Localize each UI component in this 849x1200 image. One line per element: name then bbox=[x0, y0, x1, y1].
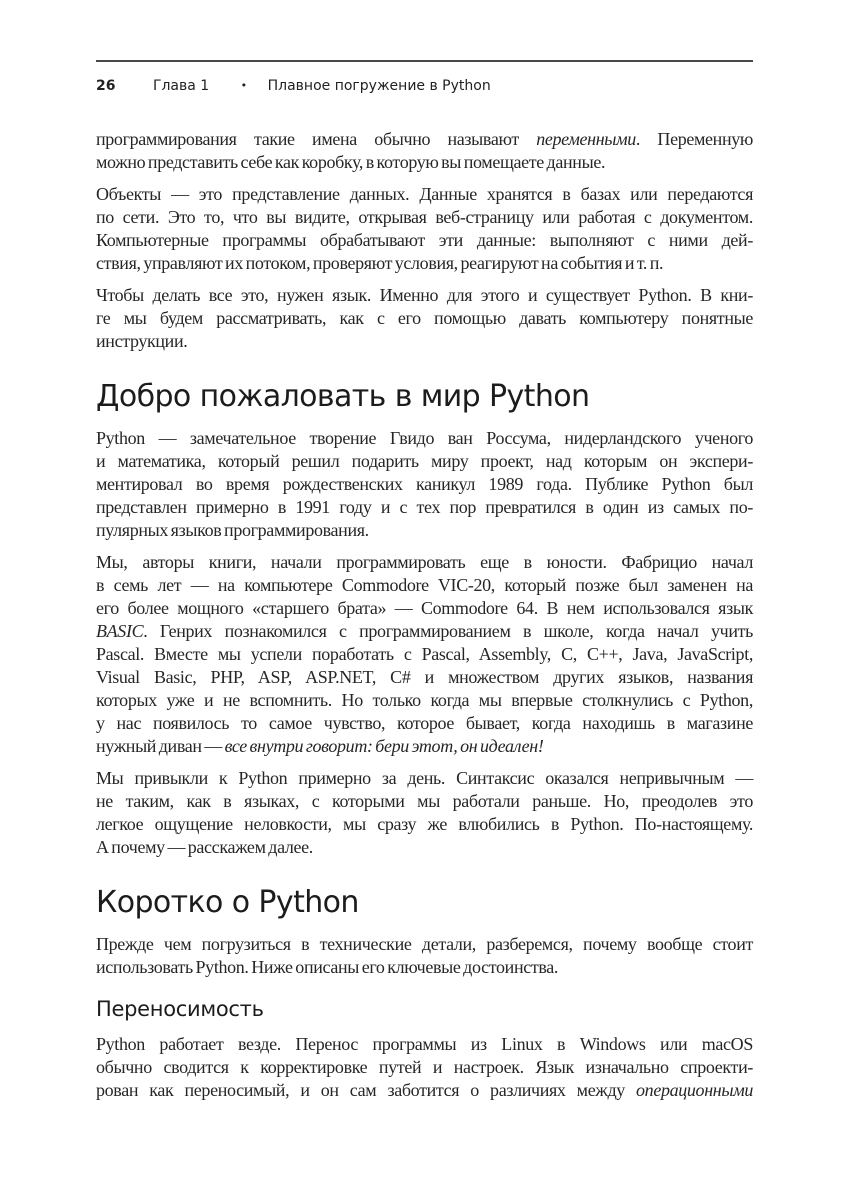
text-line: Visual Basic, PHP, ASP, ASP.NET, C# и множеством других языков, названия bbox=[96, 667, 753, 687]
paragraph bbox=[96, 767, 753, 859]
header-rule bbox=[96, 60, 753, 62]
text-line: обычно сводится к корректировке путей и настроек. Язык изначально спроекти- bbox=[96, 1057, 753, 1077]
text-line: его более мощного «старшего брата» — Commodore 64. В нем использовался язык bbox=[96, 598, 753, 618]
text-line: Python работает везде. Перенос программы из Linux в Windows или macOS bbox=[96, 1034, 753, 1054]
text-line: Прежде чем погрузиться в технические детали, разберемся, почему вообще стоит bbox=[96, 934, 753, 954]
text-line: можно представить себе как коробку, в которую вы помещаете данные. bbox=[96, 152, 606, 172]
chapter-title: Плавное погружение в Python bbox=[267, 78, 491, 94]
chapter-label: Глава 1 bbox=[152, 78, 210, 94]
paragraph bbox=[96, 128, 753, 174]
paragraph bbox=[96, 183, 753, 275]
paragraph bbox=[96, 1033, 753, 1102]
paragraph bbox=[96, 427, 753, 542]
text-line: и математика, который решил подарить миру проект, над которым он экспери- bbox=[96, 451, 753, 471]
text-line: ментировал во время рождественских каникул 1989 года. Публике Python был bbox=[96, 474, 753, 494]
text-line: легкое ощущение неловкости, мы сразу же влюбились в Python. По-настоящему. bbox=[96, 814, 753, 834]
text-line: BASIC. Генрих познакомился с программированием в школе, когда начал учить bbox=[96, 621, 753, 641]
text-line: ствия, управляют их потоком, проверяют условия, реагируют на события и т. п. bbox=[96, 253, 664, 273]
text-line: инструкции. bbox=[96, 331, 188, 351]
page-number: 26 bbox=[96, 78, 116, 94]
text-line: использовать Python. Ниже описаны его ключевые достоинства. bbox=[96, 957, 559, 977]
text-line: нужный диван — все внутри говорит: бери этот, он идеален! bbox=[96, 736, 544, 756]
bullet-separator: • bbox=[240, 79, 248, 92]
text-line: ге мы будем рассматривать, как с его помощью давать компьютеру понятные bbox=[96, 308, 753, 328]
text-line: по сети. Это то, что вы видите, открывая веб-страницу или работая с документом. bbox=[96, 207, 753, 227]
text-line: представлен примерно в 1991 году и с тех пор превратился в один из самых по- bbox=[96, 497, 753, 517]
text-line: не таким, как в языках, с которыми мы работали раньше. Но, преодолев это bbox=[96, 791, 753, 811]
paragraph bbox=[96, 551, 753, 758]
page-header bbox=[96, 76, 753, 96]
text-line: Python — замечательное творение Гвидо ван Россума, нидерландского ученого bbox=[96, 428, 753, 448]
text-line: Мы, авторы книги, начали программировать еще в юности. Фабрицио начал bbox=[96, 552, 753, 572]
text-line: Pascal. Вместе мы успели поработать с Pascal, Assembly, C, C++, Java, JavaScript, bbox=[96, 644, 753, 664]
text-line: А почему — расскажем далее. bbox=[96, 837, 313, 857]
text-line: у нас появилось то самое чувство, которое бывает, когда находишь в магазине bbox=[96, 713, 753, 733]
text-line: Объекты — это представление данных. Данные хранятся в базах или передаются bbox=[96, 184, 753, 204]
section-heading: Коротко о Python bbox=[96, 885, 359, 920]
text-line: программирования такие имена обычно называют переменными. Переменную bbox=[96, 129, 753, 149]
paragraph bbox=[96, 933, 753, 979]
section-heading: Добро пожаловать в мир Python bbox=[96, 379, 590, 414]
text-line: Мы привыкли к Python примерно за день. Синтаксис оказался непривычным — bbox=[96, 768, 753, 788]
subsection-heading: Переносимость bbox=[96, 997, 264, 1021]
text-line: рован как переносимый, и он сам заботится о различиях между операционными bbox=[96, 1080, 753, 1100]
text-line: в семь лет — на компьютере Commodore VIC-20, который позже был заменен на bbox=[96, 575, 753, 595]
text-line: пулярных языков программирования. bbox=[96, 520, 369, 540]
page-body bbox=[96, 128, 753, 1102]
paragraph bbox=[96, 284, 753, 353]
text-line: Чтобы делать все это, нужен язык. Именно для этого и существует Python. В кни- bbox=[96, 285, 753, 305]
text-line: которых уже и не вспомнить. Но только когда мы впервые столкнулись с Python, bbox=[96, 690, 753, 710]
text-line: Компьютерные программы обрабатывают эти данные: выполняют с ними дей- bbox=[96, 230, 753, 250]
